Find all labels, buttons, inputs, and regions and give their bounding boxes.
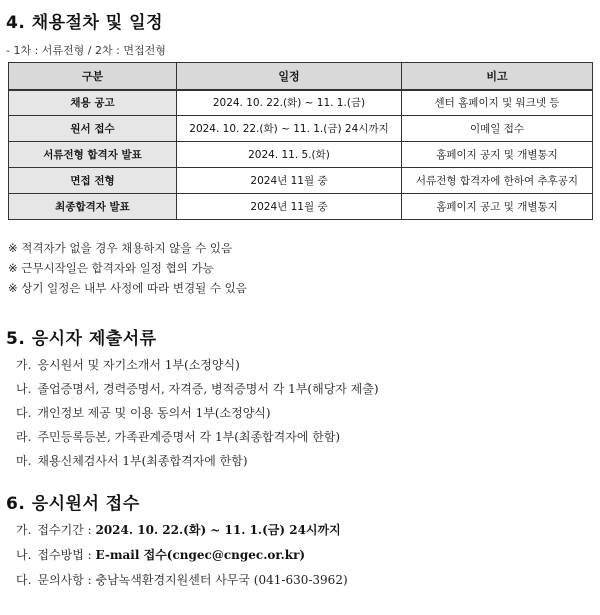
row-note: 홈페이지 공지 및 개별통지 [402,142,593,168]
row-schedule: 2024. 10. 22.(화) ~ 11. 1.(금) [177,90,402,116]
list-text: 개인정보 제공 및 이용 동의서 1부(소정양식) [37,406,271,420]
row-category: 최종합격자 발표 [9,194,177,220]
row-schedule: 2024. 10. 22.(화) ~ 11. 1.(금) 24시까지 [177,116,402,142]
application-list [16,518,348,593]
row-schedule: 2024. 11. 5.(화) [177,142,402,168]
list-item [16,518,348,543]
row-category: 면접 전형 [9,168,177,194]
list-text: 졸업증명서, 경력증명서, 자격증, 병적증명서 각 1부(해당자 제출) [37,382,379,396]
list-item [16,449,379,473]
header-category: 구분 [9,63,177,90]
list-marker: 다. [16,406,32,420]
row-category: 서류전형 합격자 발표 [9,142,177,168]
list-item [16,377,379,401]
section-6-heading: 6. 응시원서 접수 [6,494,140,514]
application-method: E-mail 접수(cngec@cngec.or.kr) [95,548,306,562]
row-note: 서류전형 합격자에 한하여 추후공지 [402,168,593,194]
list-marker: 라. [16,430,32,444]
list-marker: 가. [16,523,32,537]
table-row [9,168,593,194]
table-row [9,90,593,116]
list-item [16,353,379,377]
note-item: ※ 적격자가 없을 경우 채용하지 않을 수 있음 [8,241,233,255]
section-5-heading: 5. 응시자 제출서류 [6,329,157,349]
item-label: 접수방법 : [37,548,92,562]
row-category: 원서 접수 [9,116,177,142]
row-note: 이메일 접수 [402,116,593,142]
list-item [16,568,348,593]
list-marker: 마. [16,454,32,468]
schedule-table [8,62,593,220]
list-marker: 가. [16,358,32,372]
row-schedule: 2024년 11월 중 [177,168,402,194]
table-row [9,142,593,168]
schedule-notes [8,238,247,298]
list-text: 채용신체검사서 1부(최종합격자에 한함) [37,454,248,468]
contact-info: 충남녹색환경지원센터 사무국 (041-630-3962) [95,573,348,587]
list-marker: 다. [16,573,32,587]
row-category: 채용 공고 [9,90,177,116]
row-note: 센터 홈페이지 및 워크넷 등 [402,90,593,116]
table-row [9,194,593,220]
item-label: 문의사항 : [37,573,92,587]
list-text: 응시원서 및 자기소개서 1부(소정양식) [37,358,240,372]
table-row [9,116,593,142]
list-item [16,543,348,568]
note-item: ※ 상기 일정은 내부 사정에 따라 변경될 수 있음 [8,281,247,295]
section-4-heading: 4. 채용절차 및 일정 [6,13,163,33]
list-item [16,401,379,425]
row-schedule: 2024년 11월 중 [177,194,402,220]
list-marker: 나. [16,382,32,396]
row-note: 홈페이지 공고 및 개별통지 [402,194,593,220]
section-4-subheading: - 1차 : 서류전형 / 2차 : 면접전형 [6,44,166,57]
note-item: ※ 근무시작일은 합격자와 일정 협의 가능 [8,261,214,275]
item-label: 접수기간 : [37,523,92,537]
list-item [16,425,379,449]
table-header-row [9,63,593,90]
list-marker: 나. [16,548,32,562]
header-note: 비고 [402,63,593,90]
list-text: 주민등록등본, 가족관계증명서 각 1부(최종합격자에 한함) [37,430,341,444]
header-schedule: 일정 [177,63,402,90]
application-period: 2024. 10. 22.(화) ~ 11. 1.(금) 24시까지 [95,523,341,537]
documents-list [16,353,379,473]
